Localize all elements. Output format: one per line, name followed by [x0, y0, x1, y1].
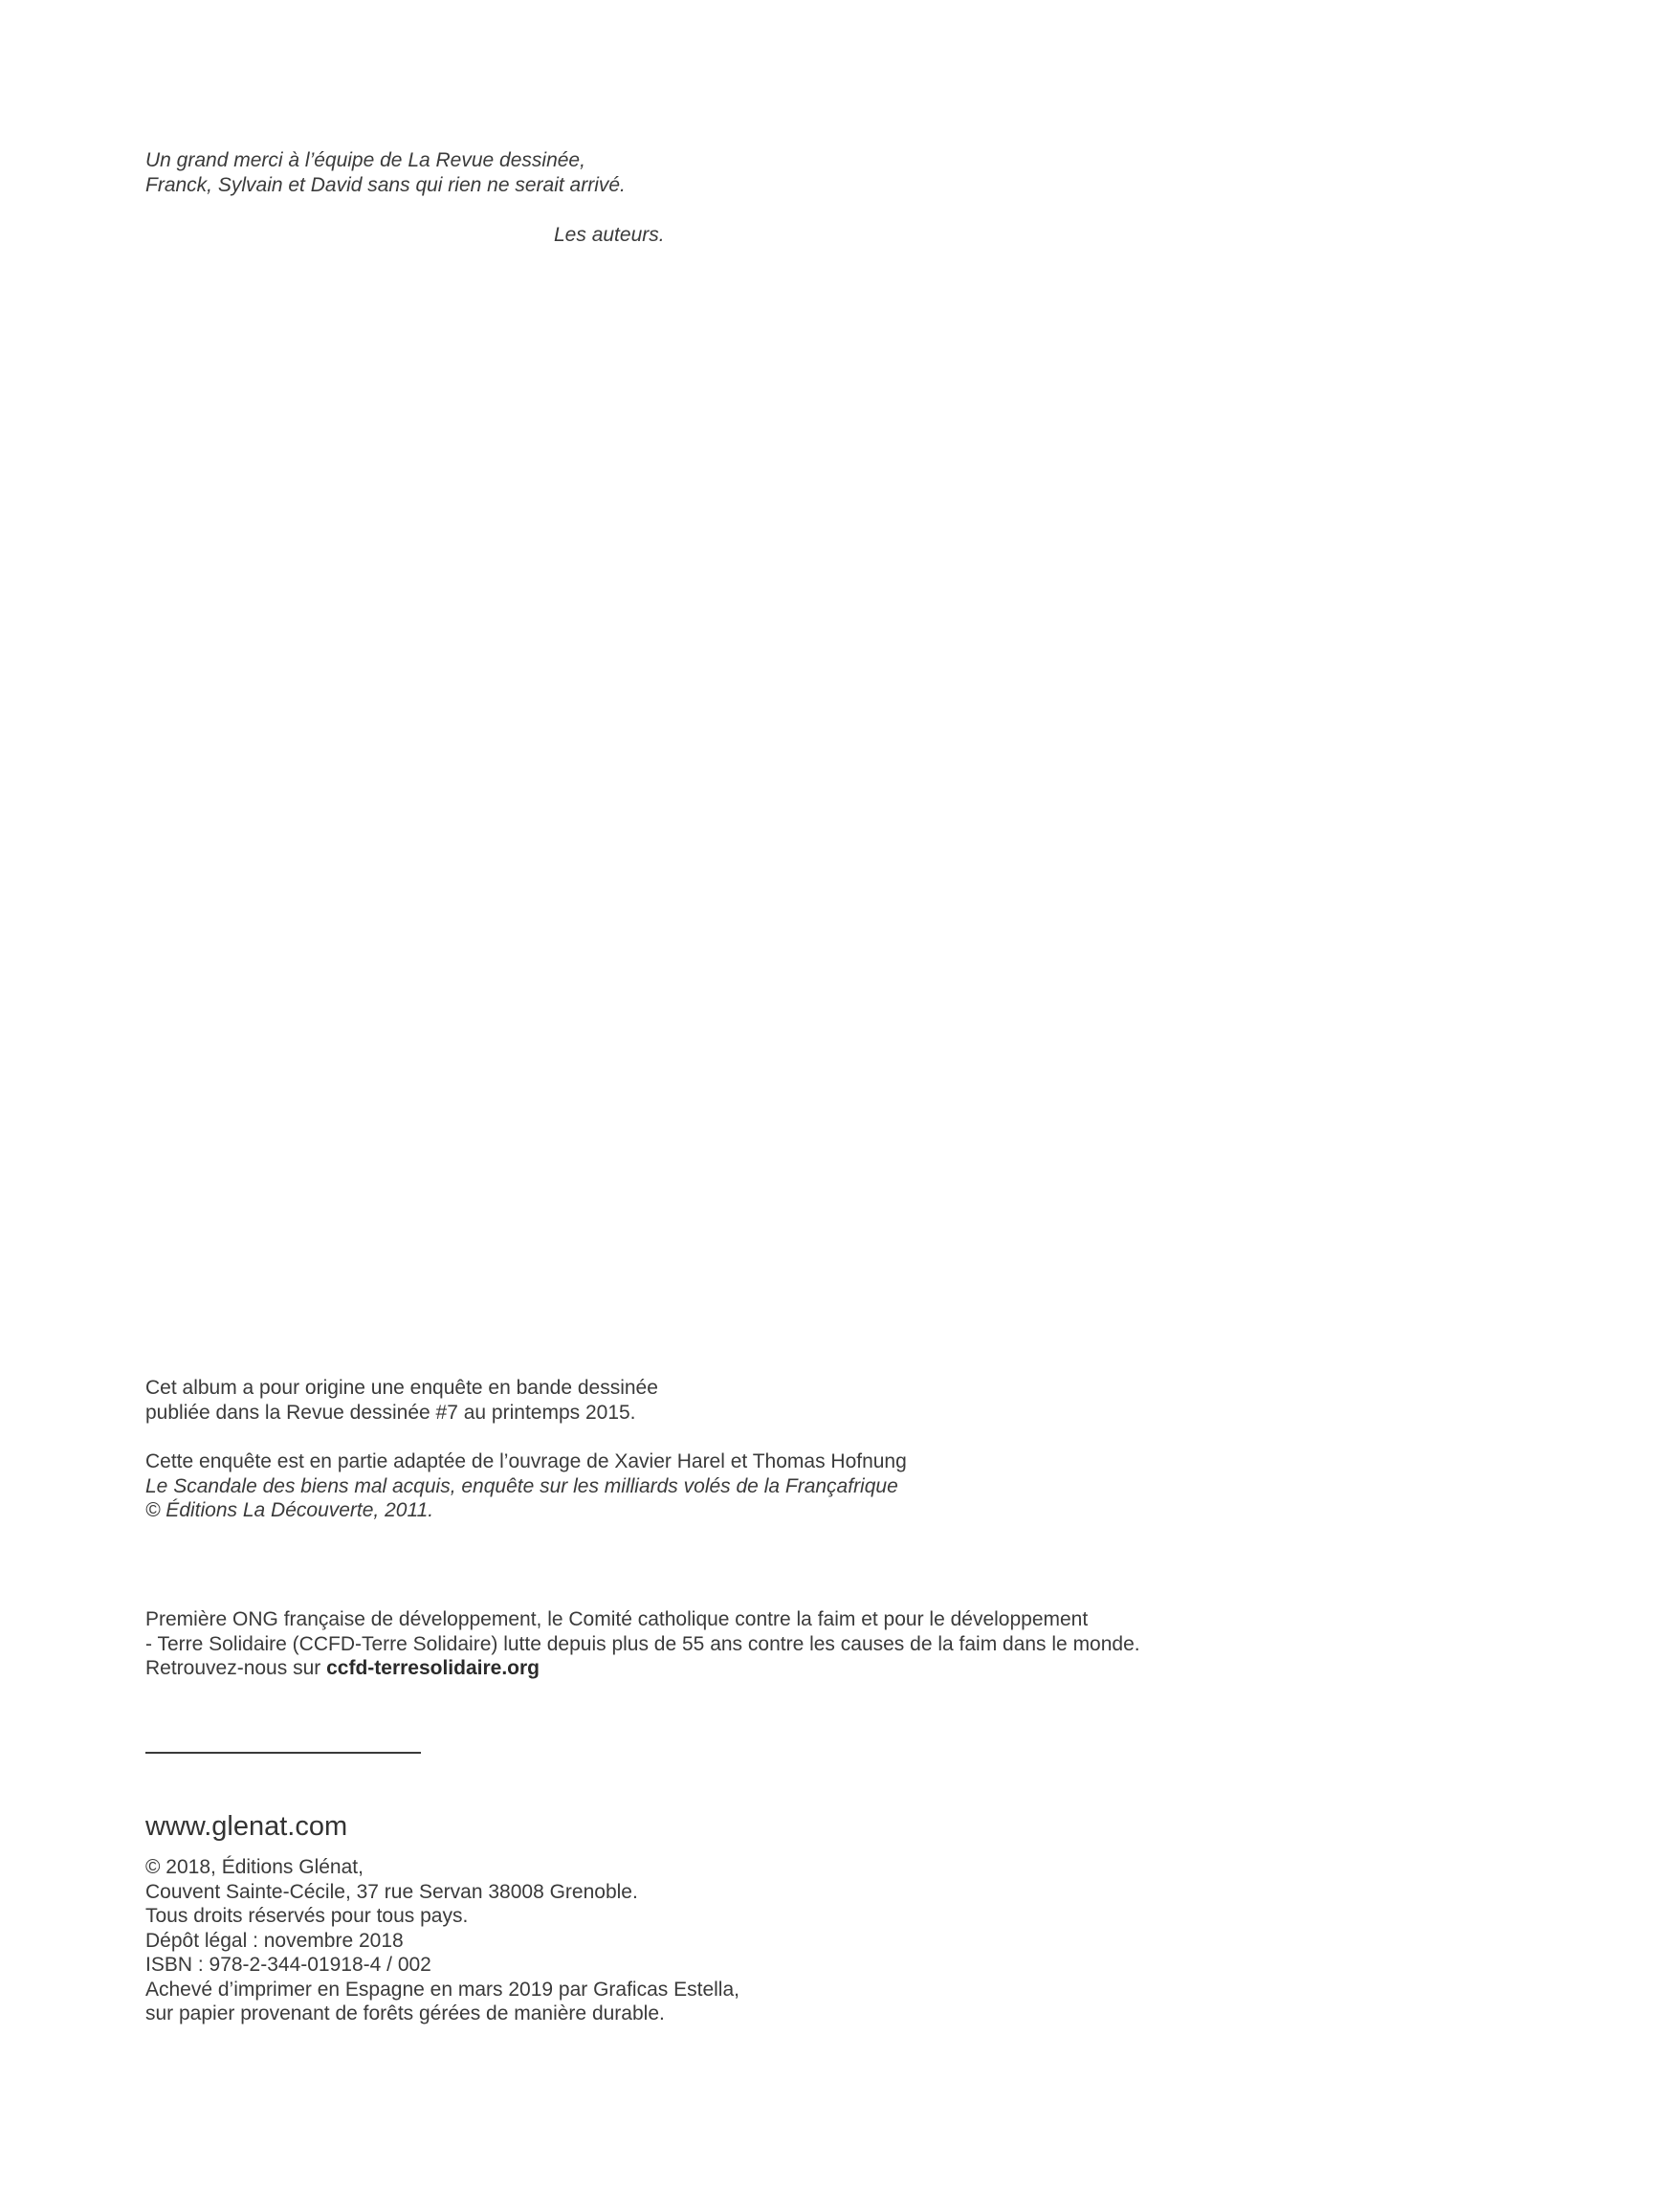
ong-link-prefix: Retrouvez-nous sur: [145, 1657, 327, 1679]
adaptation-line: Cette enquête est en partie adaptée de l’ouvrage de Xavier Harel et Thomas Hofnung: [145, 1450, 907, 1472]
ong-website-link[interactable]: ccfd-terresolidaire.org: [326, 1657, 540, 1679]
isbn: ISBN : 978-2-344-01918-4 / 002: [145, 1954, 431, 1976]
legal-line: sur papier provenant de forêts gérées de manière durable.: [145, 2002, 665, 2024]
ong-line: [145, 1656, 1140, 1681]
legal-line: Couvent Sainte-Cécile, 37 rue Servan 38008 Grenoble.: [145, 1880, 638, 1903]
source-book-title: Le Scandale des biens mal acquis, enquête sur les milliards volés de la Françafrique: [145, 1474, 898, 1497]
source-book-copyright: © Éditions La Découverte, 2011.: [145, 1499, 434, 1521]
legal-line: © 2018, Éditions Glénat,: [145, 1856, 364, 1878]
origin-note: [145, 1376, 658, 1425]
legal-line: Dépôt légal : novembre 2018: [145, 1929, 404, 1952]
acknowledgement: [145, 148, 626, 197]
publisher-website[interactable]: www.glenat.com: [145, 1811, 348, 1842]
acknowledgement-line: Un grand merci à l’équipe de La Revue dessinée,: [145, 149, 585, 171]
origin-line: publiée dans la Revue dessinée #7 au printemps 2015.: [145, 1401, 636, 1424]
ong-note: [145, 1607, 1140, 1681]
adaptation-note: [145, 1449, 907, 1523]
ong-line: - Terre Solidaire (CCFD-Terre Solidaire) lutte depuis plus de 55 ans contre les causes de la faim dans le monde.: [145, 1632, 1140, 1655]
legal-line: Achevé d’imprimer en Espagne en mars 2019 par Graficas Estella,: [145, 1978, 739, 2001]
ong-line: Première ONG française de développement, le Comité catholique contre la faim et pour le développement: [145, 1608, 1089, 1630]
legal-line: Tous droits réservés pour tous pays.: [145, 1905, 469, 1927]
legal-notice: [145, 1855, 739, 2026]
authors-signature: Les auteurs.: [554, 224, 665, 246]
acknowledgement-line: Franck, Sylvain et David sans qui rien ne serait arrivé.: [145, 173, 626, 196]
section-divider: [145, 1752, 421, 1754]
origin-line: Cet album a pour origine une enquête en bande dessinée: [145, 1377, 658, 1399]
